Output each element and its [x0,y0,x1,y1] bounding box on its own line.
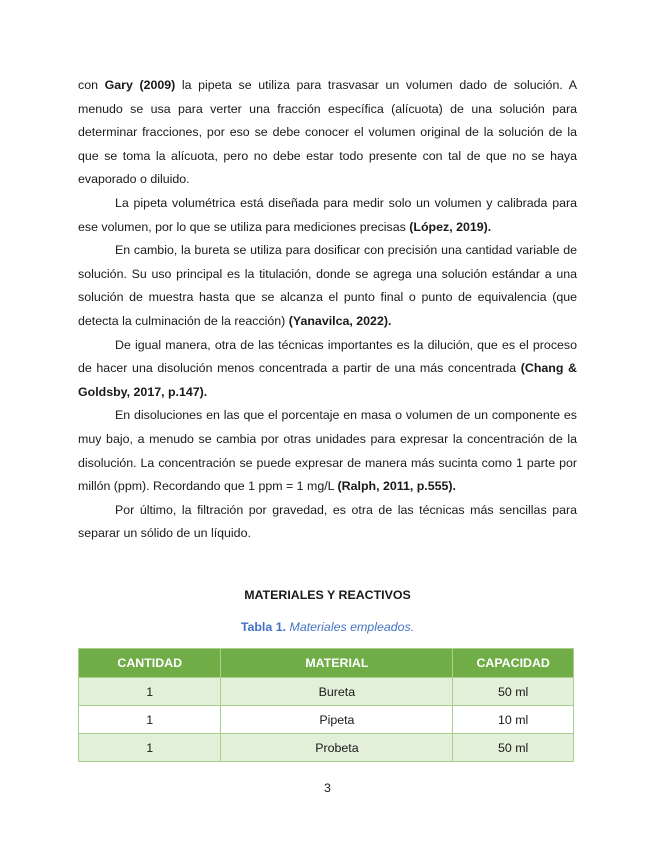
citation: (López, 2019). [409,219,492,234]
caption-text: Materiales empleados. [289,620,415,634]
table-caption [0,620,655,634]
table-row [79,706,574,734]
cell-capacidad: 50 ml [453,734,574,762]
paragraph-2 [78,192,577,239]
paragraph-3 [78,239,577,333]
cell-cantidad: 1 [79,706,221,734]
header-capacidad: CAPACIDAD [453,649,574,678]
paragraph-6 [78,499,577,546]
cell-capacidad: 10 ml [453,706,574,734]
text: La pipeta volumétrica está diseñada para medir solo un volumen y calibrada para ese volumen, por lo que se utiliza para mediciones precisas [78,195,577,234]
document-body [78,74,577,546]
cell-cantidad: 1 [79,734,221,762]
text: Por último, la filtración por gravedad, es otra de las técnicas más sencillas para separar un sólido de un líquido. [78,502,577,541]
header-material: MATERIAL [221,649,453,678]
page-number: 3 [324,781,331,795]
cell-material: Bureta [221,678,453,706]
cell-material: Probeta [221,734,453,762]
cell-capacidad: 50 ml [453,678,574,706]
text: En disoluciones en las que el porcentaje en masa o volumen de un componente es muy bajo, a menudo se cambia por otras unidades para expresar la concentración de la disolución. La concentración se puede expresar de manera más sucinta como 1 parte por millón (ppm). Recordando que 1 ppm = 1 mg/L [78,408,577,494]
paragraph-5 [78,404,577,498]
cell-material: Pipeta [221,706,453,734]
paragraph-4 [78,334,577,405]
header-cantidad: CANTIDAD [79,649,221,678]
text: De igual manera, otra de las técnicas importantes es la dilución, que es el proceso de hacer una disolución menos concentrada a partir de una más concentrada [78,337,577,376]
citation: (Yanavilca, 2022). [288,313,392,328]
table-row [79,734,574,762]
materials-table [78,648,574,762]
citation: (Chang & Goldsby, 2017, p.147). [78,361,578,399]
section-title: MATERIALES Y REACTIVOS [244,588,411,602]
text: con [78,78,105,92]
text: la pipeta se utiliza para trasvasar un volumen dado de solución. A menudo se usa para verter una fracción específica (alícuota) de una solución para determinar fracciones, por eso se debe conocer el volumen original de la solución de la que se toma la alícuota, pero no debe estar todo presente con tal de que no se haya evaporado o diluido. [78,78,577,187]
text: En cambio, la bureta se utiliza para dosificar con precisión una cantidad variable de solución. Su uso principal es la titulación, donde se agrega una solución estándar a una solución de muestra hasta que se alcanza el punto final o punto de equivalencia (que detecta la culminación de la reacción) [78,243,577,328]
cell-cantidad: 1 [79,678,221,706]
caption-label: Tabla 1. [240,620,287,634]
citation: Gary (2009) [104,78,176,92]
paragraph-1 [78,74,577,192]
table-row [79,678,574,706]
citation: (Ralph, 2011, p.555). [337,479,456,494]
table-header-row [79,649,574,678]
